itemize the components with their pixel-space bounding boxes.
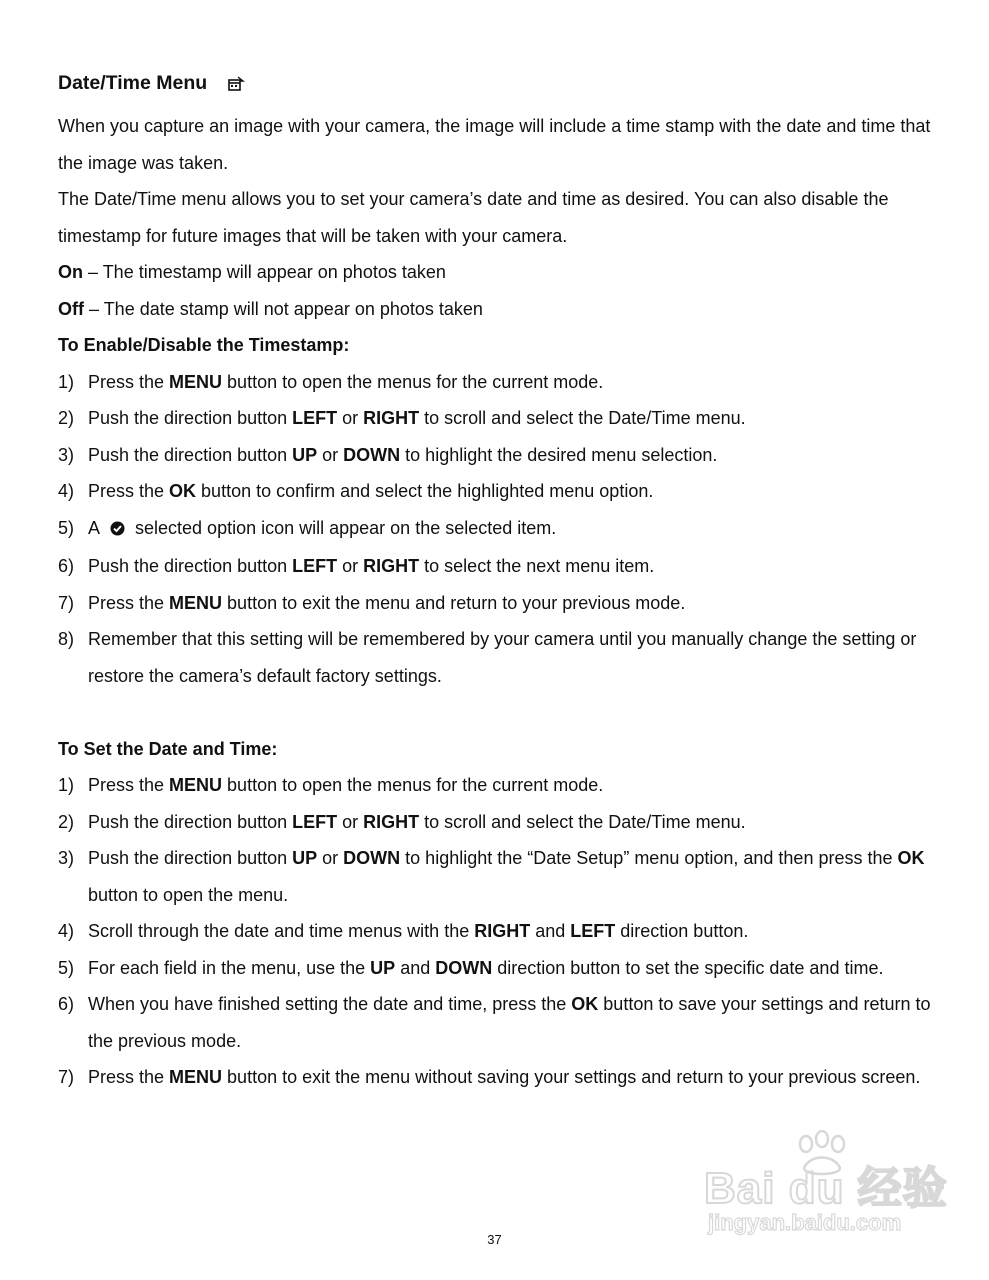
list-item bbox=[58, 364, 938, 401]
step-text: Press the bbox=[88, 592, 170, 613]
step-number: 5) bbox=[58, 957, 75, 978]
step-keyword: LEFT bbox=[292, 811, 338, 832]
watermark-url: jingyan.baidu.com bbox=[708, 1210, 902, 1235]
step-number: 2) bbox=[58, 408, 75, 428]
step-keyword: MENU bbox=[169, 775, 223, 795]
step-text: to highlight the “Date Setup” menu option, and then press the bbox=[400, 848, 898, 868]
step-number: 2) bbox=[58, 811, 75, 832]
step-number: 7) bbox=[58, 592, 75, 613]
step-text: A bbox=[88, 517, 101, 538]
list-item bbox=[58, 840, 938, 913]
step-text: selected option icon will appear on the selected item. bbox=[135, 517, 557, 538]
enable-disable-steps bbox=[58, 364, 938, 695]
step-text: Press the bbox=[88, 1067, 170, 1087]
step-number: 7) bbox=[58, 1067, 75, 1087]
step-keyword: MENU bbox=[169, 1067, 223, 1087]
page-heading bbox=[58, 72, 245, 99]
baidu-watermark bbox=[700, 1130, 948, 1240]
step-keyword: LEFT bbox=[292, 408, 338, 428]
step-number: 5) bbox=[58, 517, 75, 538]
list-item bbox=[58, 585, 938, 622]
step-text: button to open the menu. bbox=[88, 884, 289, 905]
step-keyword: DOWN bbox=[435, 957, 493, 978]
spacer bbox=[58, 694, 938, 731]
step-number: 1) bbox=[58, 371, 75, 392]
option-on-text: – The timestamp will appear on photos taken bbox=[83, 262, 446, 282]
list-item bbox=[58, 510, 938, 549]
intro-paragraph-1: When you capture an image with your camera, the image will include a time stamp with the date and time that the image was taken. bbox=[58, 116, 931, 173]
option-off-label: Off bbox=[58, 298, 84, 319]
step-text: button to exit the menu without saving your settings and return to your previous screen. bbox=[222, 1067, 921, 1087]
step-keyword: RIGHT bbox=[363, 811, 420, 832]
step-text: Push the direction button bbox=[88, 408, 293, 428]
step-keyword: UP bbox=[292, 848, 318, 868]
section-set-date-time-title: To Set the Date and Time: bbox=[58, 738, 278, 759]
step-text: Press the bbox=[88, 775, 170, 795]
step-text: Scroll through the date and time menus with the bbox=[88, 921, 475, 941]
step-keyword: RIGHT bbox=[363, 556, 420, 576]
step-text: When you have finished setting the date and time, press the bbox=[88, 994, 572, 1014]
list-item bbox=[58, 400, 938, 437]
step-number: 4) bbox=[58, 481, 75, 501]
section-enable-disable-title: To Enable/Disable the Timestamp: bbox=[58, 335, 350, 355]
step-keyword: MENU bbox=[169, 592, 223, 613]
step-number: 3) bbox=[58, 444, 75, 465]
step-number: 6) bbox=[58, 556, 75, 576]
step-number: 6) bbox=[58, 994, 75, 1014]
list-item bbox=[58, 950, 938, 987]
step-text: button to confirm and select the highlighted menu option. bbox=[196, 481, 654, 501]
list-item bbox=[58, 621, 938, 694]
set-date-time-steps bbox=[58, 767, 938, 1096]
step-text: button to exit the menu and return to your previous mode. bbox=[222, 592, 686, 613]
page-number: 37 bbox=[487, 1232, 502, 1247]
step-keyword: RIGHT bbox=[474, 921, 531, 941]
list-item bbox=[58, 437, 938, 474]
step-text: For each field in the menu, use the bbox=[88, 957, 371, 978]
step-keyword: UP bbox=[292, 444, 318, 465]
step-keyword: OK bbox=[571, 994, 599, 1014]
step-text: to select the next menu item. bbox=[419, 556, 655, 576]
step-keyword: OK bbox=[897, 848, 925, 868]
step-text: Remember that this setting will be remembered by your camera until you manually change the setting or restore the camera’s default factory settings. bbox=[88, 629, 917, 686]
heading-title: Date/Time Menu bbox=[58, 72, 208, 94]
step-number: 8) bbox=[58, 629, 75, 649]
step-text: Press the bbox=[88, 481, 170, 501]
step-text: or bbox=[337, 811, 364, 832]
list-item bbox=[58, 548, 938, 585]
step-keyword: LEFT bbox=[292, 556, 338, 576]
step-text: direction button to set the specific date and time. bbox=[492, 957, 884, 978]
intro-paragraph-2: The Date/Time menu allows you to set your camera’s date and time as desired. You can also disable the timestamp for future images that will be taken with your camera. bbox=[58, 189, 889, 246]
list-item bbox=[58, 804, 938, 841]
step-text: or bbox=[337, 408, 364, 428]
step-text: Push the direction button bbox=[88, 811, 293, 832]
step-text: to scroll and select the Date/Time menu. bbox=[419, 408, 746, 428]
list-item bbox=[58, 473, 938, 510]
step-text: Push the direction button bbox=[88, 556, 293, 576]
step-keyword: UP bbox=[370, 957, 396, 978]
step-text: or bbox=[317, 848, 344, 868]
step-text: to highlight the desired menu selection. bbox=[400, 444, 718, 465]
step-text: button to open the menus for the current mode. bbox=[222, 775, 604, 795]
step-text: button to open the menus for the current mode. bbox=[222, 371, 604, 392]
list-item bbox=[58, 767, 938, 804]
list-item bbox=[58, 986, 938, 1059]
step-text: or bbox=[337, 556, 364, 576]
step-keyword: LEFT bbox=[570, 921, 616, 941]
option-on-label: On bbox=[58, 262, 83, 282]
step-text: direction button. bbox=[615, 921, 749, 941]
list-item bbox=[58, 1059, 938, 1096]
list-item bbox=[58, 913, 938, 950]
option-off bbox=[58, 291, 938, 328]
step-text: and bbox=[395, 957, 436, 978]
date-time-menu-icon bbox=[227, 75, 245, 99]
step-keyword: OK bbox=[169, 481, 197, 501]
option-on bbox=[58, 254, 938, 291]
step-text: button to save your settings and return to the previous mode. bbox=[88, 994, 931, 1051]
step-text: to scroll and select the Date/Time menu. bbox=[419, 811, 746, 832]
step-number: 4) bbox=[58, 921, 75, 941]
body-text bbox=[58, 108, 938, 1096]
step-text: and bbox=[530, 921, 571, 941]
step-text: Push the direction button bbox=[88, 848, 293, 868]
option-off-text: – The date stamp will not appear on photos taken bbox=[84, 298, 483, 319]
step-keyword: DOWN bbox=[343, 444, 401, 465]
step-number: 3) bbox=[58, 848, 75, 868]
step-keyword: DOWN bbox=[343, 848, 401, 868]
step-number: 1) bbox=[58, 775, 75, 795]
step-text: or bbox=[317, 444, 344, 465]
watermark-brand: Bai du 经验 bbox=[704, 1164, 948, 1213]
step-keyword: MENU bbox=[169, 371, 223, 392]
step-text: Push the direction button bbox=[88, 444, 293, 465]
step-text: Press the bbox=[88, 371, 170, 392]
selected-check-icon bbox=[110, 512, 125, 549]
step-keyword: RIGHT bbox=[363, 408, 420, 428]
